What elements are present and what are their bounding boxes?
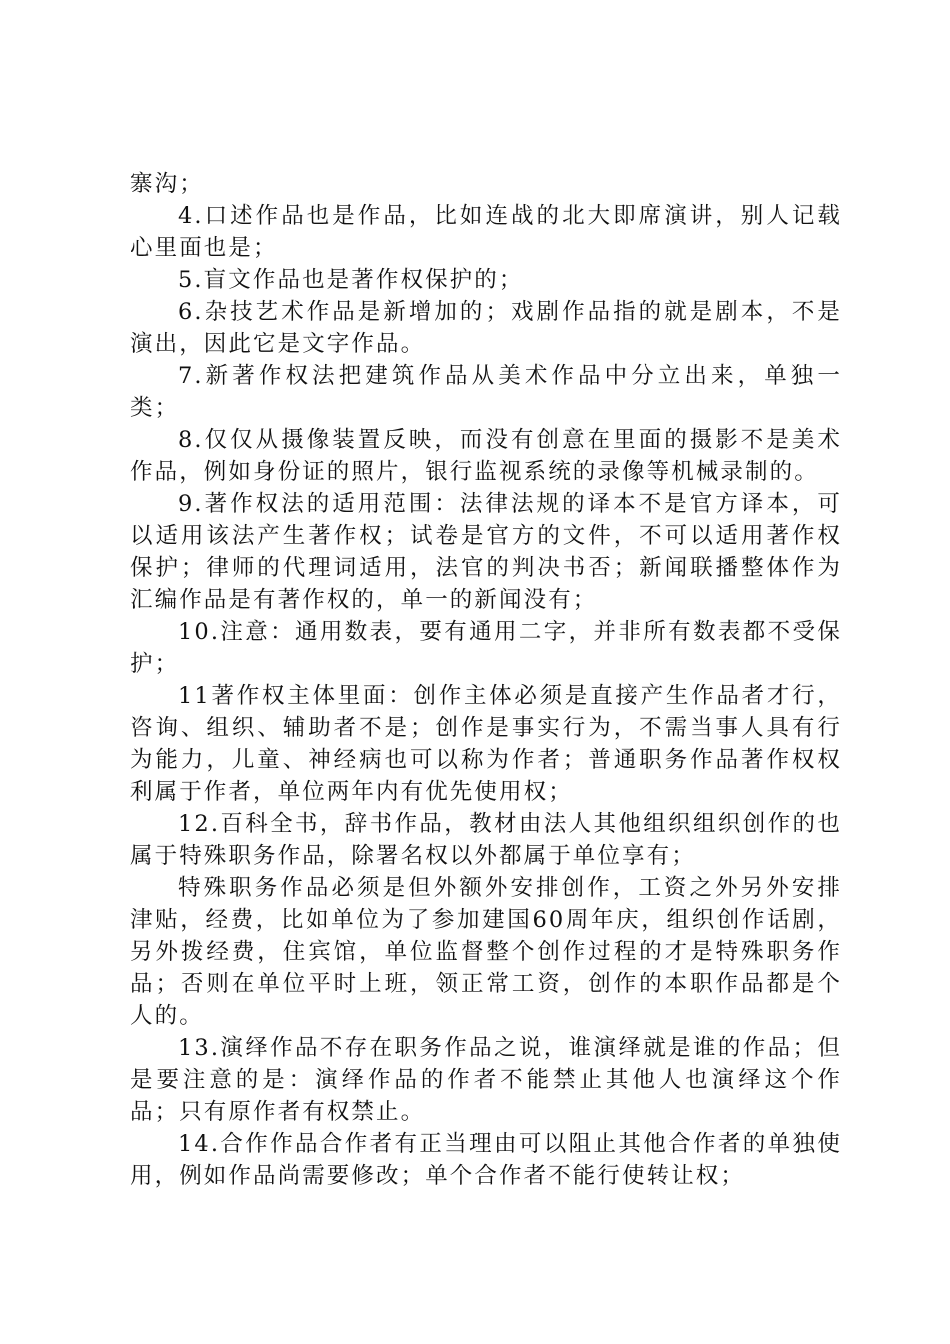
document-body <box>130 168 842 1192</box>
paragraph-item-11: 11著作权主体里面：创作主体必须是直接产生作品者才行，咨询、组织、辅助者不是；创作是事实行为，不需当事人具有行为能力，儿童、神经病也可以称为作者；普通职务作品著作权权利属于作者，单位两年内有优先使用权； <box>130 683 842 805</box>
paragraph-item-4: 4.口述作品也是作品，比如连战的北大即席演讲，别人记载心里面也是； <box>130 203 842 261</box>
paragraph-item-14: 14.合作作品合作者有正当理由可以阻止其他合作者的单独使用，例如作品尚需要修改；单个合作者不能行使转让权； <box>130 1131 842 1189</box>
paragraph-item-8: 8.仅仅从摄像装置反映，而没有创意在里面的摄影不是美术作品，例如身份证的照片，银行监视系统的录像等机械录制的。 <box>130 427 842 485</box>
paragraph-item-7: 7.新著作权法把建筑作品从美术作品中分立出来，单独一类； <box>130 363 842 421</box>
paragraph-item-13: 13.演绎作品不存在职务作品之说，谁演绎就是谁的作品；但是要注意的是：演绎作品的作者不能禁止其他人也演绎这个作品；只有原作者有权禁止。 <box>130 1035 842 1125</box>
paragraph-continuation: 寨沟； <box>130 171 204 197</box>
paragraph-item-12: 12.百科全书，辞书作品，教材由法人其他组织组织创作的也属于特殊职务作品，除署名权以外都属于单位享有； <box>130 811 842 869</box>
paragraph-item-10: 10.注意：通用数表，要有通用二字，并非所有数表都不受保护； <box>130 619 842 677</box>
paragraph-item-6: 6.杂技艺术作品是新增加的；戏剧作品指的就是剧本，不是演出，因此它是文字作品。 <box>130 299 842 357</box>
paragraph-item-5: 5.盲文作品也是著作权保护的； <box>178 267 524 293</box>
paragraph-item-9: 9.著作权法的适用范围：法律法规的译本不是官方译本，可以适用该法产生著作权；试卷是官方的文件，不可以适用著作权保护；律师的代理词适用，法官的判决书否；新闻联播整体作为汇编作品是有著作权的，单一的新闻没有； <box>130 491 842 613</box>
paragraph-special-works: 特殊职务作品必须是但外额外安排创作，工资之外另外安排津贴，经费，比如单位为了参加建国60周年庆，组织创作话剧，另外拨经费，住宾馆，单位监督整个创作过程的才是特殊职务作品；否则在单位平时上班，领正常工资，创作的本职作品都是个人的。 <box>130 875 842 1029</box>
